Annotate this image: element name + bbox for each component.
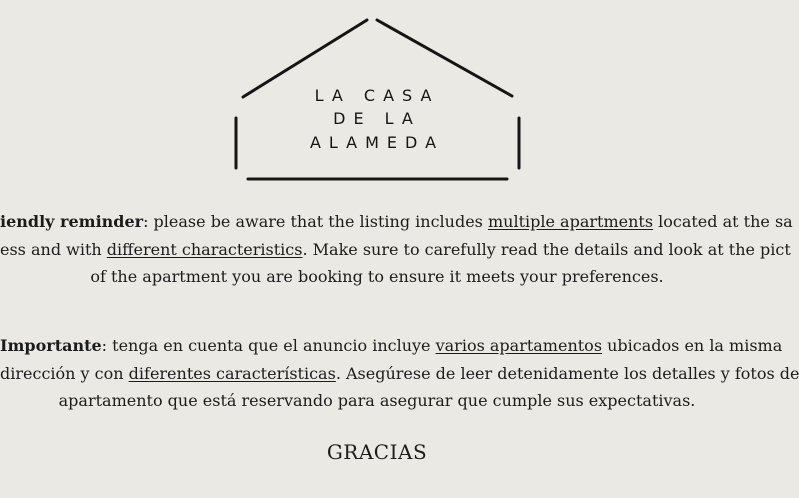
logo-text-line-2: DE LA bbox=[333, 109, 421, 128]
english-text: of the apartment you are booking to ensure it meets your preferences. bbox=[90, 267, 664, 286]
spanish-reminder bbox=[0, 332, 799, 415]
varios-apartamentos-highlight: varios apartamentos bbox=[435, 336, 603, 355]
english-reminder bbox=[0, 208, 793, 291]
english-line-3 bbox=[0, 263, 754, 291]
diferentes-caracteristicas-highlight: diferentes características bbox=[128, 363, 336, 383]
spanish-text: : tenga en cuenta que el anuncio incluye bbox=[101, 336, 436, 355]
logo bbox=[0, 0, 754, 190]
spanish-text: apartamento que está reservando para asegurar que cumple sus expectativas. bbox=[58, 391, 696, 410]
spanish-line-3 bbox=[0, 387, 754, 415]
different-characteristics-highlight: different characteristics bbox=[106, 239, 303, 259]
english-reminder-label: iendly reminder bbox=[0, 212, 144, 231]
english-text: ess and with bbox=[0, 239, 107, 259]
english-line-2 bbox=[0, 236, 791, 264]
spanish-line-1 bbox=[0, 332, 783, 360]
multiple-apartments-highlight: multiple apartments bbox=[487, 212, 654, 231]
english-line-1 bbox=[0, 208, 793, 236]
logo-text-line-1: LA CASA bbox=[314, 86, 440, 105]
logo-text-line-3: ALAMEDA bbox=[309, 133, 445, 152]
english-text: : please be aware that the listing includes bbox=[143, 212, 488, 231]
english-text: located at the sa bbox=[653, 212, 793, 231]
thanks-text: GRACIAS bbox=[326, 440, 428, 464]
spanish-line-2 bbox=[0, 360, 799, 388]
spanish-text: . Asegúrese de leer detenidamente los detalles y fotos de bbox=[335, 363, 799, 383]
spanish-text: ubicados en la misma bbox=[602, 336, 783, 355]
spanish-text: dirección y con bbox=[0, 363, 129, 383]
spanish-reminder-label: Importante bbox=[0, 336, 102, 355]
english-text: . Make sure to carefully read the details and look at the pict bbox=[302, 239, 791, 259]
